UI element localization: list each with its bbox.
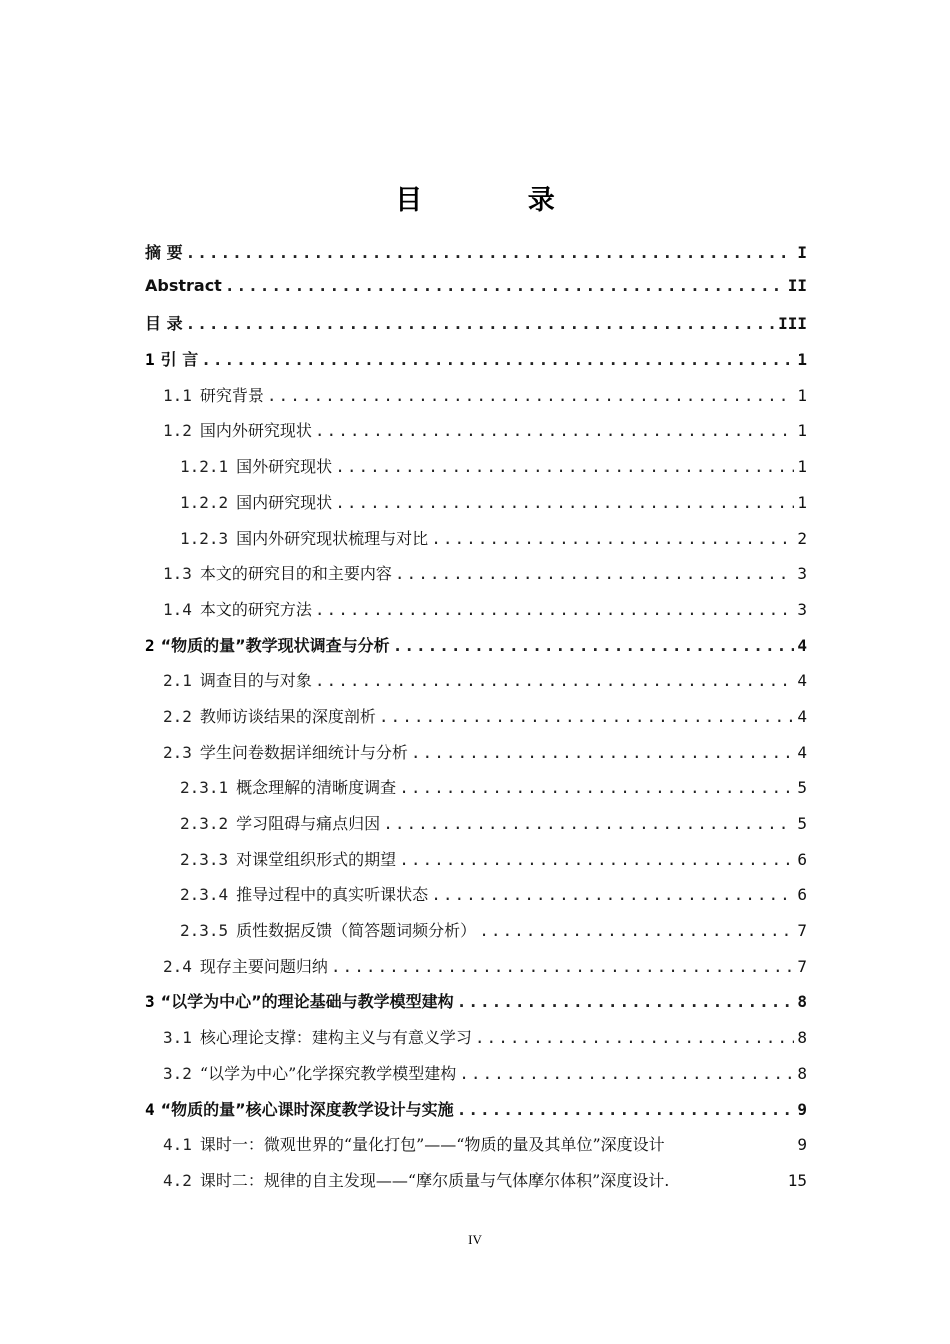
toc-entry-title: “物质的量”核心课时深度教学设计与实施 — [160, 1099, 454, 1119]
toc-entry-page: I — [797, 243, 807, 262]
toc-entry-title: 研究背景 — [199, 385, 264, 405]
toc-entry[interactable] — [145, 561, 807, 597]
toc-leader-dots — [459, 1064, 794, 1083]
toc-entry-number: 1.2.1 — [180, 457, 229, 477]
toc-entry-title: 调查目的与对象 — [199, 671, 312, 691]
toc-entry-page: 1 — [797, 492, 807, 512]
toc-entry-page: 6 — [797, 849, 807, 869]
toc-leader-dots — [457, 1100, 795, 1119]
toc-entry-title: 质性数据反馈（简答题词频分析） — [236, 921, 477, 941]
toc-entry-number: 1 — [145, 350, 155, 370]
toc-entry-number: 2.2 — [163, 706, 192, 726]
toc-entry-title: “物质的量”教学现状调查与分析 — [160, 635, 390, 655]
toc-entry[interactable] — [145, 418, 807, 454]
toc-entry-title: 引 言 — [160, 350, 199, 370]
toc-entry[interactable] — [145, 240, 807, 276]
toc-entry-page: 4 — [797, 635, 807, 655]
toc-entry-number: 2.4 — [163, 956, 192, 976]
toc-entry-number: 1.2 — [163, 421, 192, 441]
toc-leader-dots — [335, 493, 794, 512]
toc-entry-page: 4 — [797, 742, 807, 762]
toc-entry-number: 2.3.4 — [180, 885, 229, 905]
toc-leader-dots — [201, 350, 794, 369]
toc-entry-page: 3 — [797, 599, 807, 619]
toc-entry-title: 课时一：微观世界的“量化打包”——“物质的量及其单位”深度设计 — [199, 1135, 665, 1155]
toc-leader-dots — [383, 814, 794, 833]
toc-entry[interactable] — [145, 526, 807, 562]
toc-leader-dots — [393, 636, 795, 655]
toc-entry-page: 8 — [797, 1063, 807, 1083]
toc-entry-page: 4 — [797, 706, 807, 726]
toc-entry-page: 7 — [797, 921, 807, 941]
toc-entry-page: 2 — [797, 528, 807, 548]
toc-entry-title: 核心理论支撑：建构主义与有意义学习 — [199, 1028, 472, 1048]
toc-entry[interactable] — [145, 847, 807, 883]
page-number: IV — [468, 1232, 482, 1247]
toc-leader-dots — [315, 600, 794, 619]
toc-entry-number: 1.3 — [163, 564, 192, 584]
toc-entry-title: 国外研究现状 — [236, 457, 333, 477]
toc-entry-title: 国内外研究现状 — [199, 421, 312, 441]
toc-entry[interactable] — [145, 882, 807, 918]
toc-leader-dots — [395, 564, 794, 583]
toc-entry-number: 4 — [145, 1099, 155, 1119]
toc-leader-dots — [431, 529, 794, 548]
toc-entry-title: 国内研究现状 — [236, 492, 333, 512]
toc-leader-dots — [186, 243, 795, 262]
toc-entry-page: 1 — [797, 421, 807, 441]
toc-entry[interactable] — [145, 276, 807, 312]
toc-entry[interactable] — [145, 775, 807, 811]
toc-entry-title: 本文的研究目的和主要内容 — [199, 564, 392, 584]
toc-entry[interactable] — [145, 954, 807, 990]
toc-leader-dots — [399, 778, 794, 797]
toc-entry-number: 2.3.1 — [180, 778, 229, 798]
toc-leader-dots — [399, 850, 794, 869]
toc-entry-page: 9 — [797, 1135, 807, 1155]
toc-entry-page: 1 — [797, 350, 807, 370]
toc-leader-dots — [331, 957, 794, 976]
toc-entry-number: 1.4 — [163, 599, 192, 619]
toc-entry-page: 5 — [797, 778, 807, 798]
toc-entry[interactable] — [145, 383, 807, 419]
toc-entry-page: III — [778, 314, 807, 334]
toc-entry-number: 1.2.3 — [180, 528, 229, 548]
toc-leader-dots — [379, 707, 794, 726]
toc-entry-title: 学生问卷数据详细统计与分析 — [199, 742, 408, 762]
toc-entry[interactable] — [145, 918, 807, 954]
toc-entry-number: 2.3.3 — [180, 849, 229, 869]
toc-entry[interactable] — [145, 668, 807, 704]
toc-entry-title: 课时二：规律的自主发现——“摩尔质量与气体摩尔体积”深度设计. — [199, 1170, 670, 1190]
toc-entry-title: 学习阻碍与痛点归因 — [236, 814, 381, 833]
toc-entry-page: 6 — [797, 885, 807, 905]
toc-entry[interactable] — [145, 597, 807, 633]
toc-leader-dots — [457, 992, 795, 1011]
toc-entry-number: 4.1 — [163, 1135, 192, 1155]
toc-entry-title: 目 录 — [145, 314, 183, 334]
toc-entry-title: 国内外研究现状梳理与对比 — [236, 528, 429, 548]
toc-entry-title: 本文的研究方法 — [199, 599, 312, 619]
toc-entry-page: 1 — [797, 385, 807, 405]
toc-entry-title: 现存主要问题归纳 — [199, 956, 328, 976]
toc-entry[interactable] — [145, 1132, 807, 1168]
toc-entry-page: 5 — [797, 814, 807, 833]
toc-entry[interactable] — [145, 704, 807, 740]
toc-leader-dots — [479, 921, 794, 940]
toc-entry-number: 4.2 — [163, 1170, 192, 1190]
toc-entry-page: 8 — [797, 992, 807, 1012]
toc-entry-title: 教师访谈结果的深度剖析 — [199, 706, 376, 726]
toc-entry-page: 1 — [797, 457, 807, 477]
toc-entry-number: 2.1 — [163, 671, 192, 691]
toc-leader-dots — [186, 314, 776, 333]
toc-entry[interactable] — [145, 740, 807, 776]
toc-entry-number: 2.3.5 — [180, 921, 229, 941]
toc-leader-dots — [225, 276, 785, 295]
toc-leader-dots — [411, 743, 794, 762]
toc-entry[interactable] — [145, 1097, 807, 1133]
toc-leader-dots — [315, 671, 794, 690]
toc-entry-number: 1.1 — [163, 385, 192, 405]
table-of-contents — [145, 240, 807, 1204]
toc-entry[interactable] — [145, 1025, 807, 1061]
toc-entry-title: Abstract — [145, 275, 222, 295]
toc-entry-number: 2 — [145, 635, 155, 655]
toc-entry-number: 3 — [145, 992, 155, 1012]
toc-entry-number: 2.3 — [163, 742, 192, 762]
toc-leader-dots — [315, 421, 794, 440]
toc-leader-dots — [335, 457, 794, 476]
toc-entry-title: “以学为中心”化学探究教学模型建构 — [199, 1063, 457, 1083]
toc-entry[interactable] — [145, 633, 807, 669]
toc-entry-page: 3 — [797, 564, 807, 584]
toc-entry[interactable] — [145, 1168, 807, 1204]
toc-entry-title: 概念理解的清晰度调查 — [236, 778, 397, 798]
toc-entry[interactable] — [145, 811, 807, 847]
toc-entry[interactable] — [145, 1061, 807, 1097]
toc-entry-title: 摘 要 — [145, 243, 183, 262]
toc-entry-number: 1.2.2 — [180, 492, 229, 512]
toc-entry-page: 8 — [797, 1028, 807, 1048]
toc-leader-dots — [475, 1028, 794, 1047]
toc-leader-dots — [267, 386, 794, 405]
toc-entry[interactable] — [145, 454, 807, 490]
toc-entry-page: 15 — [787, 1170, 807, 1190]
toc-leader-dots — [431, 885, 794, 904]
toc-entry[interactable] — [145, 989, 807, 1025]
toc-entry[interactable] — [145, 347, 807, 383]
toc-entry-title: 对课堂组织形式的期望 — [236, 849, 397, 869]
toc-entry-title: “以学为中心”的理论基础与教学模型建构 — [160, 992, 454, 1012]
toc-entry-number: 3.2 — [163, 1063, 192, 1083]
toc-entry-title: 推导过程中的真实听课状态 — [236, 885, 429, 905]
toc-entry-page: 7 — [797, 956, 807, 976]
toc-entry-page: 9 — [797, 1099, 807, 1119]
toc-entry-number: 3.1 — [163, 1028, 192, 1048]
toc-entry[interactable] — [145, 490, 807, 526]
toc-entry[interactable] — [145, 311, 807, 347]
toc-entry-number: 2.3.2 — [180, 814, 229, 833]
toc-entry-page: 4 — [797, 671, 807, 691]
page-title: 目 录 — [395, 185, 603, 216]
toc-entry-page: II — [787, 275, 807, 295]
